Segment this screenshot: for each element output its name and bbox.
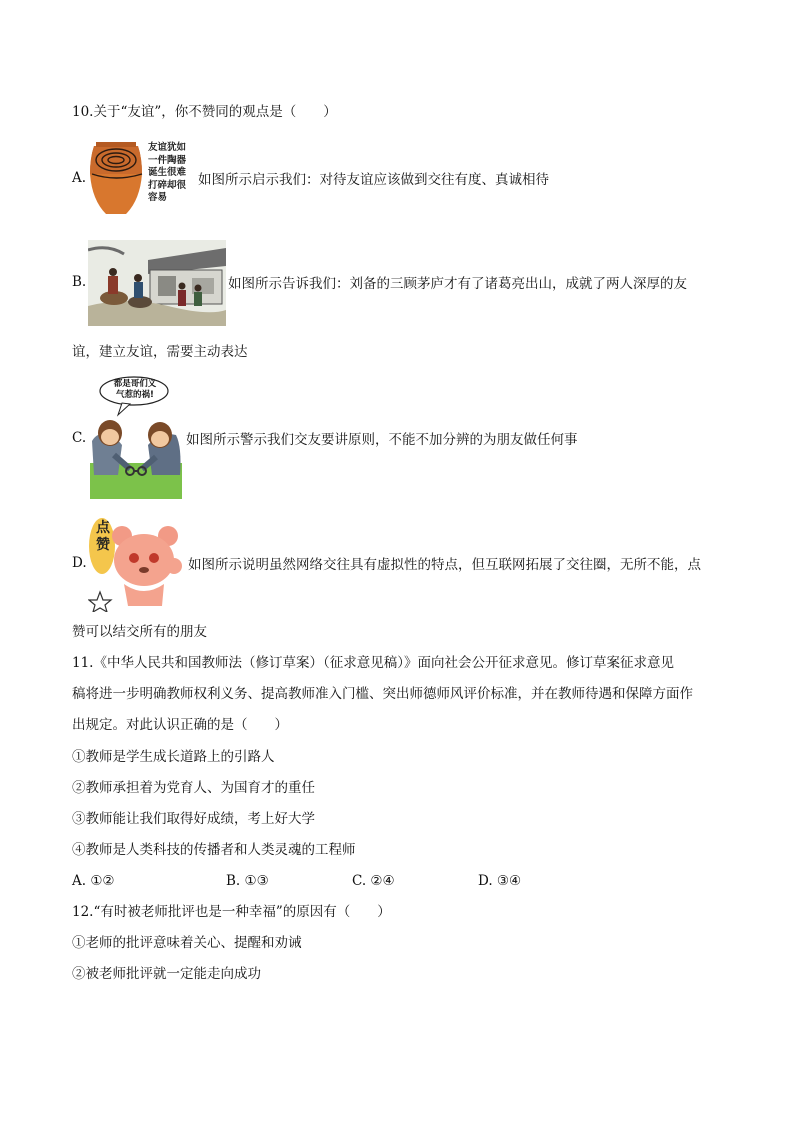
option-letter: A. (72, 170, 87, 186)
q10-stem: 10.关于“友谊”，你不赞同的观点是（ ） (72, 104, 337, 120)
q11-choice-d: D. ③④ (478, 873, 522, 889)
q12-item: ②被老师批评就一定能走向成功 (72, 966, 261, 982)
three-visits-scene-icon (88, 240, 226, 326)
q11-item: ②教师承担着为党育人、为国育才的重任 (72, 780, 315, 796)
q11-item: ①教师是学生成长道路上的引路人 (72, 749, 275, 765)
pottery-caption-line: 友谊犹如 (148, 142, 187, 153)
q11-choice-b: B. ①③ (226, 873, 269, 889)
q10-option-d-text-cont: 赞可以结交所有的朋友 (72, 624, 207, 640)
q11-stem-line: 出规定。对此认识正确的是（ ） (72, 717, 288, 733)
q10-option-b-text: 如图所示告诉我们：刘备的三顾茅庐才有了诸葛亮出山，成就了两人深厚的友 (228, 276, 687, 292)
option-letter: C. (72, 430, 87, 446)
option-letter: D. (72, 555, 87, 571)
like-badge-char: 赞 (96, 537, 110, 553)
pottery-caption-line: 诞生很难 (148, 167, 187, 178)
speech-bubble-line: 气惹的祸! (116, 390, 154, 400)
q10-option-b-text-cont: 谊，建立友谊，需要主动表达 (72, 344, 248, 360)
handcuffed-friends-picture (88, 375, 184, 499)
pottery-caption-line: 打碎却很 (148, 179, 187, 191)
q11-choice-c: C. ②④ (352, 873, 395, 889)
q11-item: ③教师能让我们取得好成绩，考上好大学 (72, 811, 315, 827)
q11-stem-line: 稿将进一步明确教师权利义务、提高教师准入门槛、突出师德师风评价标准，并在教师待遇和保障方面作 (72, 686, 693, 702)
q11-choice-a: A. ①② (72, 873, 115, 889)
q11-stem-line: 11.《中华人民共和国教师法（修订草案）（征求意见稿）》面向社会公开征求意见。修订草案征求意见 (72, 655, 674, 671)
q10-option-d-text: 如图所示说明虽然网络交往具有虚拟性的特点，但互联网拓展了交往圈，无所不能，点 (188, 557, 701, 573)
pottery-picture (86, 136, 198, 220)
three-visits-picture (88, 240, 226, 326)
like-bear-picture (88, 514, 186, 612)
q10-option-c-text: 如图所示警示我们交友要讲原则，不能不加分辨的为朋友做任何事 (186, 432, 578, 448)
like-badge-char: 点 (96, 520, 110, 536)
pottery-caption-line: 一件陶器 (148, 154, 187, 166)
pottery-caption-line: 容易 (148, 192, 168, 203)
q11-item: ④教师是人类科技的传播者和人类灵魂的工程师 (72, 842, 356, 858)
option-letter: B. (72, 274, 87, 290)
q12-stem: 12.“有时被老师批评也是一种幸福”的原因有（ ） (72, 904, 391, 920)
q12-item: ①老师的批评意味着关心、提醒和劝诫 (72, 935, 302, 951)
speech-bubble-line: 都是哥们义 (113, 379, 157, 389)
q10-option-a-text: 如图所示启示我们：对待友谊应该做到交往有度、真诚相待 (198, 172, 549, 188)
